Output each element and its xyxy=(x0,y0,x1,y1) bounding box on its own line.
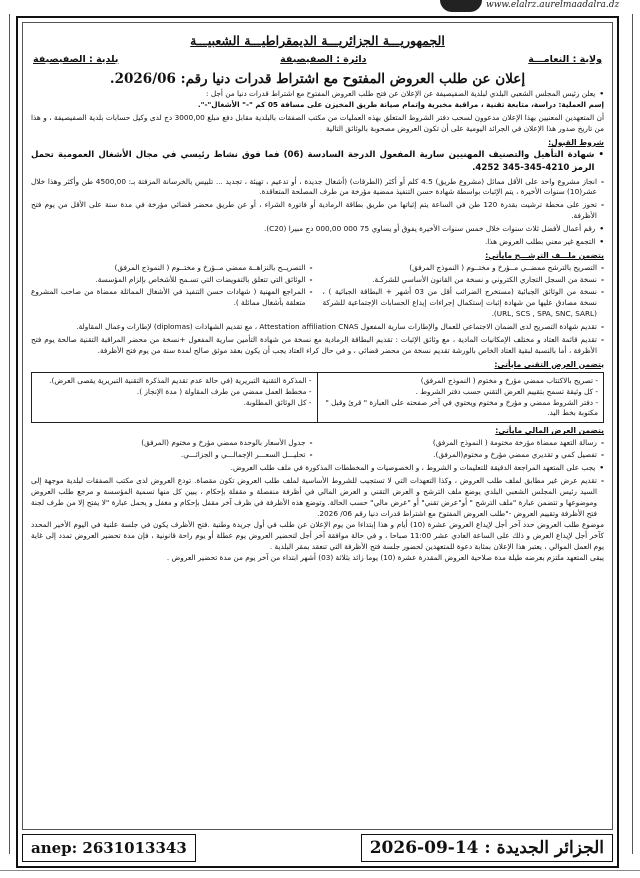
list-item: - نسخة من الوثائق الجبائية (مستخرج الضرائب أقل من 03 أشهر + البطاقة الجبائية ) ، نسخة مصادق عليها من شهادة إثبات إستكمال إجراءات إيداع الحسابات الإجتماعية للشركة (URL, SCS , SPA, SNC, SARL). xyxy=(322,287,604,318)
list-item: - دفتر الشروط ممضي و مؤرخ و مختوم ويحتوي في آخر صفحته على العبارة " قرئ وقبل " مكتوبة بخط اليد. xyxy=(325,397,598,418)
condition-item: • رقم أعمال لأفضل ثلاث سنوات خلال خمس سنوات الأخيرة يفوق أو يساوي 75 000 000,00 دج مبيرا (C20). xyxy=(263,224,604,234)
submission-paragraph: - تقديم عرض غير مطابق لملف طلب العروض ، وكذا التعهدات التي لا تستجيب للشروط الأساسية لملف طلب العروض تكون مقصاة. تودع العروض لدى مكتب الصفقات لبلدية موجهة إلى السيد رئيس المجلس الشعبي البلدي يوضع ملف الترشح و العرض التقني و العرض المالي في أظرفة منفصلة و مقفلة بإحكام ، يبين كل منها تسمية المؤسسة و مرجع طلب العروض وموضوعها و تتضمن عبارة "ملف الترشح " أو"عرض تقني" أو "عرض مالي" حسب الحالة. وتوضع هذه الأظرفة في ظرف آخر مقفل بإحكام و مغفل و يحمل عبارة "لا يفتح إلا من طرف لجنة فتح الأظرفة وتقييم العروض -"طلب العروض المفتوح مع اشتراط قدرات دنيا رقم 06/ 2026. xyxy=(31,476,604,519)
anep-reference: anep: 2631013343 xyxy=(22,834,196,862)
announcement-title: إعلان عن طلب العروض المفتوح مع اشتراط قدرات دنيا رقم: 2026/06. xyxy=(109,71,526,87)
technical-heading: يتضمن العرض التقني مايأتي: xyxy=(494,359,604,369)
list-item: - تصريح بالاكتتاب ممضي مؤرخ و مختوم ( النموذج المرفق) xyxy=(420,375,598,385)
republic-heading: الجمهوريـــة الجزائريـــة الديمقراطيـــة الشعبيـــة xyxy=(190,33,445,48)
financial-list xyxy=(31,437,604,461)
list-item: - رسالة التعهد ممضاة مؤرخة مختومة ( النموذج المرفق) xyxy=(432,438,604,448)
candidature-extra: - تقديم شهادة التصريح لدى الضمان الاجتماعي للعمال والإطارات سارية المفعول Attestation affiliation CNAS ، مع تقديم الشهادات (diplomas) لإطارات وعمال المقاولة. xyxy=(76,321,604,331)
technical-col-right xyxy=(318,373,604,423)
list-item: - جدول الأسعار بالوحدة ممضي مؤرخ و مختوم (المرفق) xyxy=(141,438,313,448)
bottom-rule xyxy=(0,870,640,878)
submission-paragraph-3: يبقى المتعهد ملتزم بعرضه طيلة مدة صلاحية العروض المقدرة عشرة (10) يوما زائد بثلاثة (03) أشهر ابتداء من آخر يوم من مدة تحضير العروض . xyxy=(166,552,604,562)
condition-item: • التجمع غير معني بطلب العروض هذا. xyxy=(484,237,604,247)
list-item: - تفصيل كمي و تقديري ممضي مؤرخ و مختوم(المرفق). xyxy=(433,450,604,460)
candidature-col-right xyxy=(323,262,605,320)
technical-table xyxy=(31,372,604,424)
submission-paragraph-2: موضوع طلب العروض حدد آخر أجل لإيداع العروض عشرة (10) أيام و هذا إبتداءا من يوم الإعلان عن طلب في أول جريدة وطنية .فتح الأظرف يكون في جلسة علنية في اليوم الأخير المحدد كآخر أجل لإيداع العرض و ذلك على الساعة العادي عشر 11:00 صباحا ، و في حالة موافقة آخر أجل لتحضير العروض يوم عطلة أو يوم راحة قانونية ، فإن مدة تحضير العروض تمدد إلى غاية يوم العمل الموالي ، يعتبر هذا الإعلان بمثابة دعوة للمتعهدين لحضور جلسة فتح الأظرفة التي تنعقد بمقر البلدية . xyxy=(31,519,604,551)
list-item: - الوثائق التي تتعلق بالتفويضات التي تسـمح للأشخاص بإلزام المؤسسة. xyxy=(95,275,313,285)
condition-item: • شهادة التأهيل والتصنيف المهنيين سارية المفعول الدرجة السادسة (06) فما فوق نشاط رئيسي في مجال الأشغال العمومية تحمل الرمز 4210-345-345 4252. xyxy=(31,149,604,173)
financial-col-left xyxy=(31,437,313,461)
baladia-label: بلدية : الصفيصيفة xyxy=(33,54,119,65)
candidature-heading: يتضمن ملـــف الترشـــح مايأتي: xyxy=(485,251,604,261)
financial-heading: يتضمن العرض المالي مايأتي: xyxy=(495,426,604,436)
list-item: - المراجع المهنية ( شهادات حسن التنفيذ في الأشغال المماثلة ممضاة من صاحب المشروع متعلقة بأشغال مماثلة ). xyxy=(31,287,313,307)
announcement-footer xyxy=(22,833,613,863)
list-item: - نسخة من السجل التجاري الكتروني و نسخة من القانون الأساسي للشركـة. xyxy=(372,275,604,285)
newspaper-date: الجزائر الجديدة : 14-09-2026 xyxy=(361,834,613,862)
announcement-body xyxy=(22,22,613,830)
list-item: - كل وثيقة تسمح بتقييم العرض التقني حسب دفتر الشروط . xyxy=(415,386,598,396)
admin-header xyxy=(31,54,604,65)
site-url: www.elalrz.aurelmaadalra.dz xyxy=(486,0,620,10)
list-item: - مخطط العمل ممضي من طرف المقاولة ( مدة الإنجاز ). xyxy=(136,386,312,396)
wilaya-label: ولاية : النعامـــة xyxy=(528,54,602,65)
newspaper-logo xyxy=(440,0,482,12)
condition-item: - انجاز مشروع واحد على الأقل مماثل (مشروع طريق) 4.5 كلم أو أكثر (الطرقات) (أشغال جديدة ، أو تدعيم ، تهيئة ، تجديد ... تلبيس بالخرسانة المزفتة بـ: 4500,00 طن وأكثر وهذا خلال عشر(10) سنوات الأخيرة ، يتم الإثبات بواسطة شهادة حسن التنفيذ ممضية مؤرخة من طرف المصلحة المتعاقدة. xyxy=(31,176,604,197)
list-item: - كل الوثائق المطلوبة. xyxy=(243,397,312,407)
list-item: - التصريح بالترشح ممضــي مــؤرخ و مختــوم ( النموذج المرفق) xyxy=(409,263,604,273)
right-column-edge xyxy=(632,14,640,854)
conditions-heading: شروط القبول: xyxy=(548,137,604,147)
list-item: - تحليـــل السعـــر الإجمالـــي و الجزائـــي. xyxy=(180,450,313,460)
intro-paragraph: • يعلن رئيس المجلس الشعبي البلدي لبلدية الصفيصيفة عن الإعلان عن فتح طلب العروض المفتوح مع اشتراط قدرات دنيا من أجل : xyxy=(206,89,604,98)
financial-note: • يجب على المتعهد المراجعة الدقيقة للتعليمات و الشروط ، و الخصوصيات و المخططات المذكورة في ملف طلب العروض. xyxy=(230,463,604,473)
announcement-frame xyxy=(16,16,619,868)
financial-col-right xyxy=(323,437,605,461)
project-name: إسم العملية: دراسة، متابعة تقنية ، مراقبة مخبرية وإتمام صيانة طريق المخيزن على مسافة 05 كم "-" الأشغال"-". xyxy=(197,99,604,109)
intro-paragraph-2: أن المتعهدين المعنيين بهذا الإعلان مدعوون لسحب دفتر الشروط المتعلق بهذه العمليات من مكتب الصفقات بالبلدية مقابل دفع مبلغ 3000,00 دج لدى وكيل حسابات بلدية الصفيصيفة ، و هذا من تاريخ صدور هذا الإعلان في الجرائد اليومية على أن تكون العروض مصحوبة بالوثائق التالية xyxy=(31,112,605,133)
candidature-extra: - تقديم قائمة العتاد و مختلف الإمكانيات المادية ، مع وثائق الإثبات : تقديم البطاقة الرمادية مع نسخة من شهادة التأمين سارية المفعول +نسخة من محضر المراقبة التقنية صالحة يوم فتح الأظرفة ، أما بالنسبة لبقية العتاد الخاص بالورشة تقديم نسخة من محضر قضائي ، و في حال كراء العتاد يجب أن يكون بعقد موثق صالح لمدة سنة من يوم فتح الأظرفة. xyxy=(31,334,604,355)
top-strip xyxy=(0,0,640,14)
daira-label: دائرة : الصفيصيفة xyxy=(280,54,367,65)
candidature-col-left xyxy=(31,262,313,320)
candidature-list xyxy=(31,262,604,320)
list-item: - المذكرة التقنية التبريرية (في حالة عدم تقديم المذكرة التقنية التبريرية يقصى العرض). xyxy=(49,375,312,385)
list-item: - التصريــح بالنزاهــة ممضي مــؤرخ و مختــوم ( النموذج المرفق) xyxy=(114,263,313,273)
technical-col-left xyxy=(32,373,318,423)
left-column-edge xyxy=(0,14,10,854)
condition-item: - تحوز على محطة ترشيت بقدرة 120 طن في الساعة يتم إثباتها من طريق بطاقة الرمادية أو فاتورة الشراء ، أو عن طريق محضر قضائي مؤرخة في مدة سنة على الأقل من يوم فتح الأظرفة. xyxy=(31,200,604,221)
